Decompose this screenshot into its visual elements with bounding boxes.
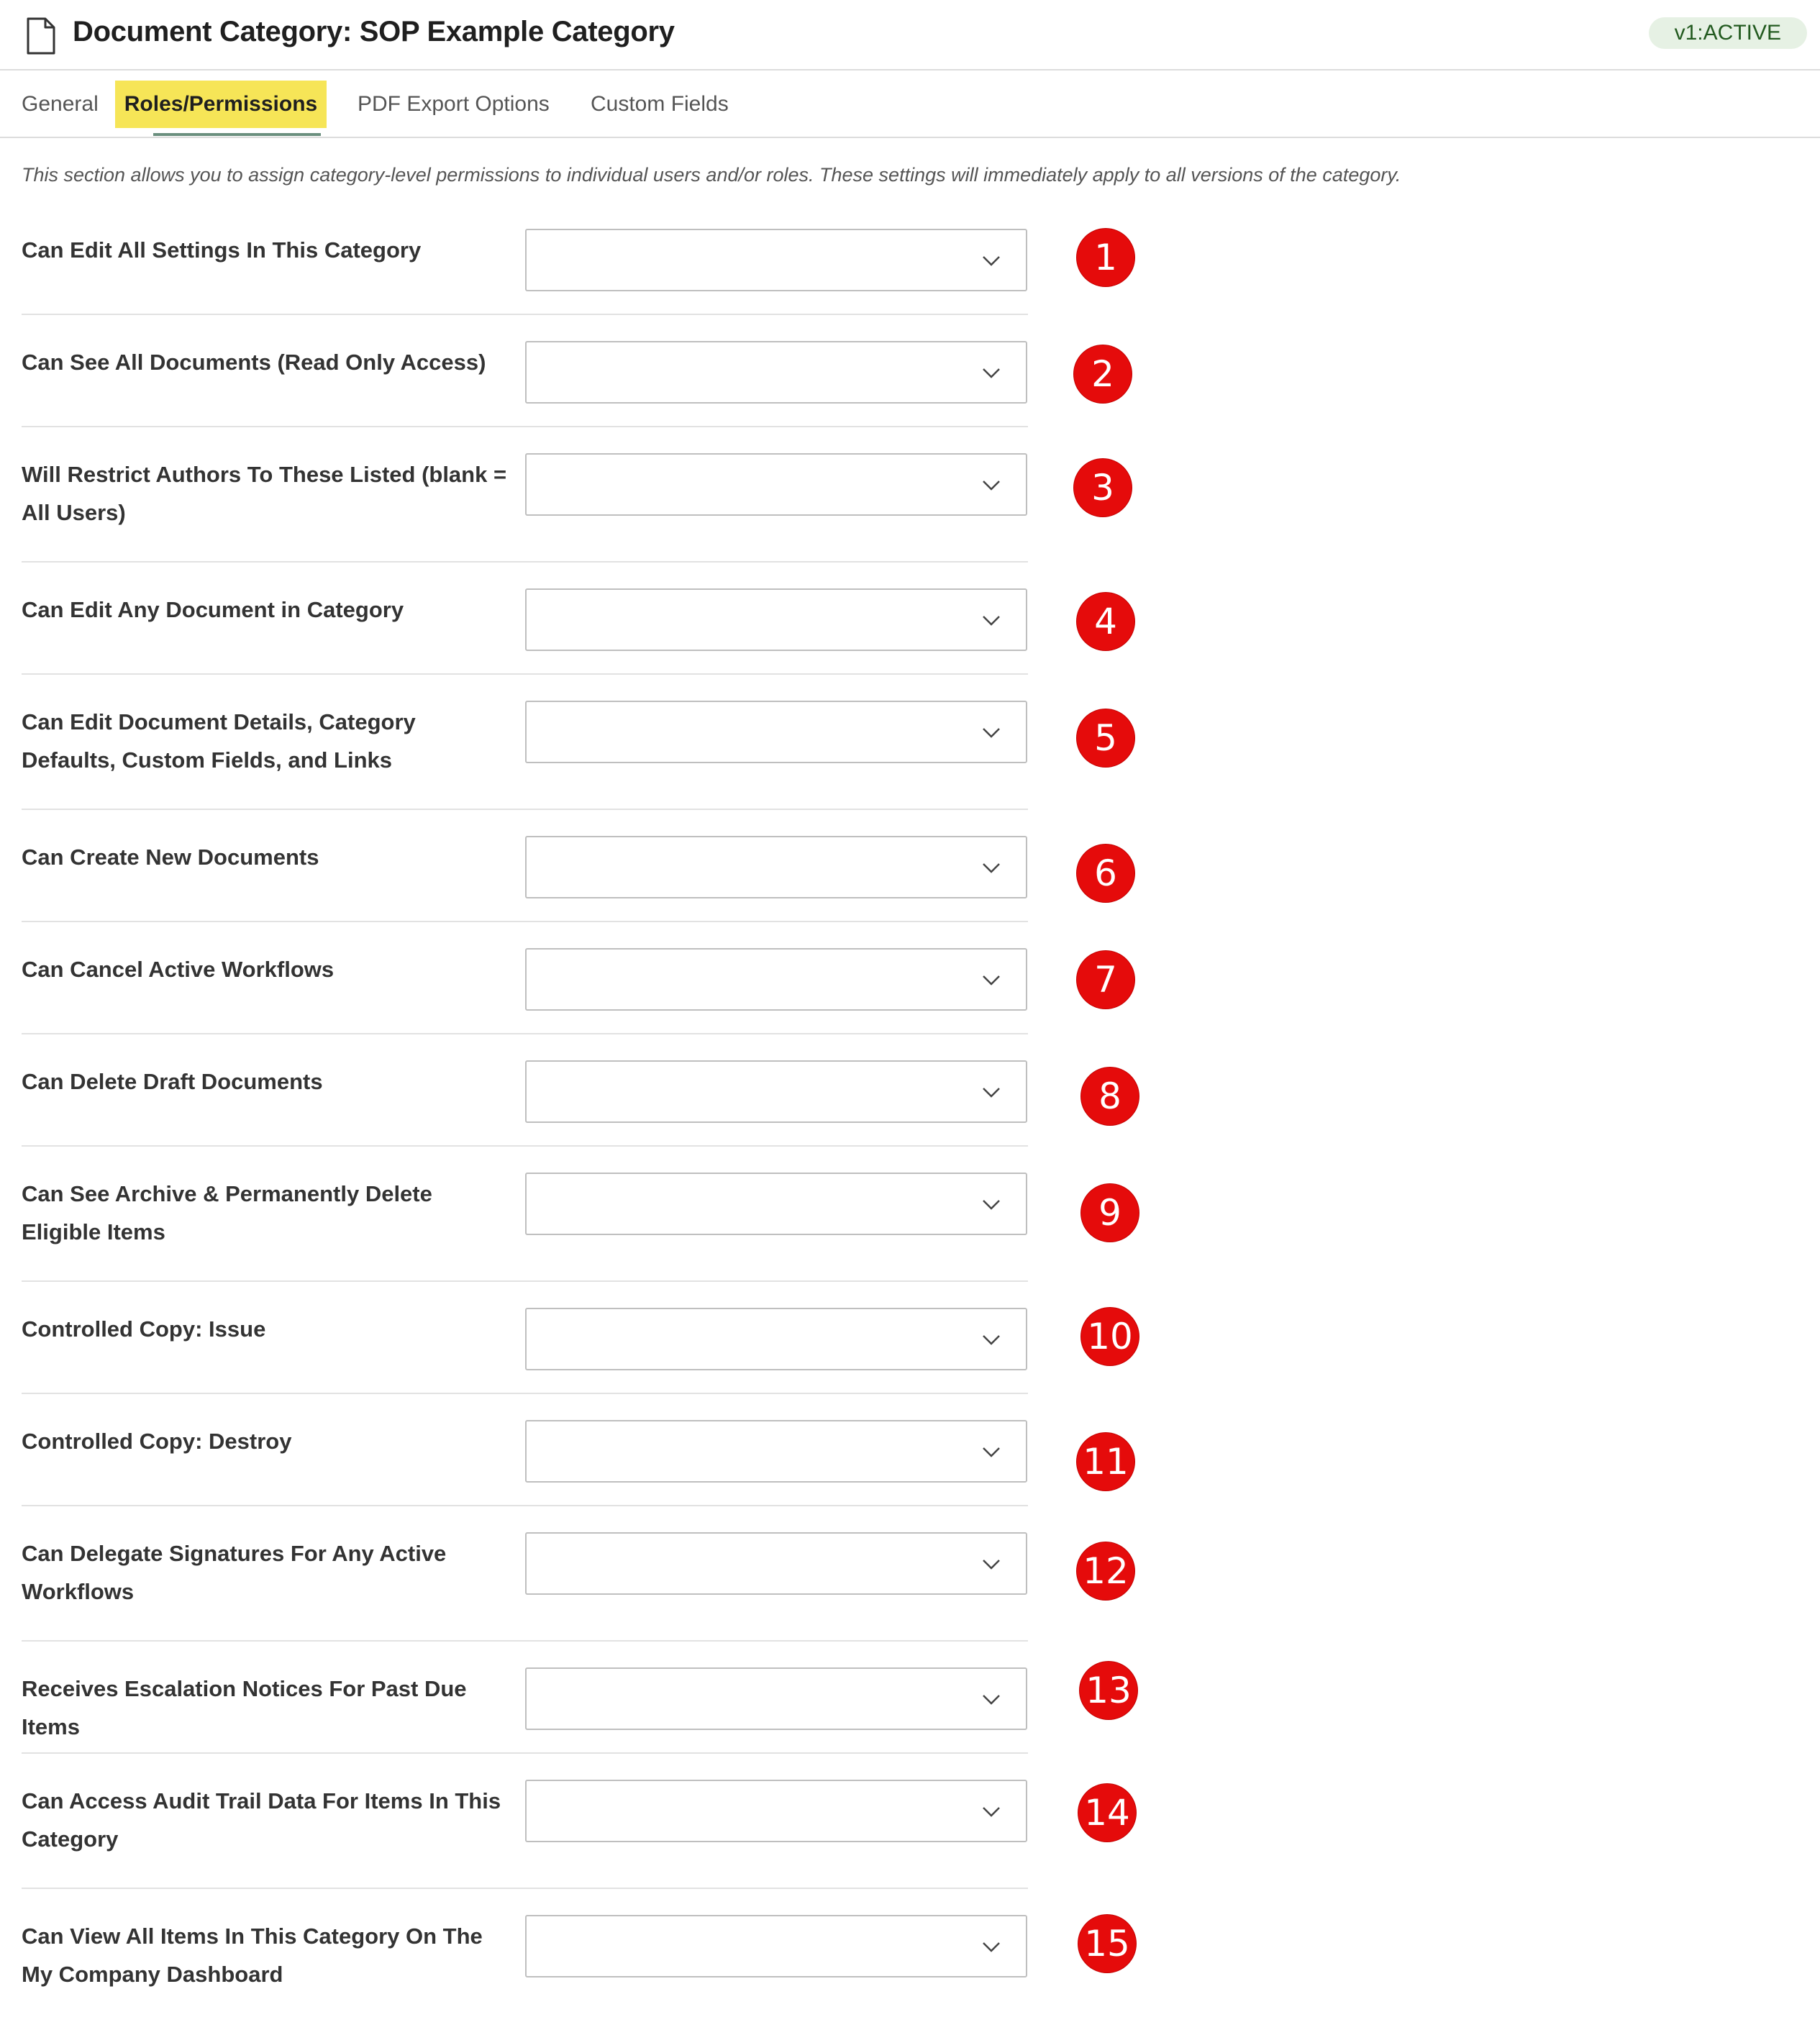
chevron-down-icon bbox=[981, 363, 1001, 383]
section-description: This section allows you to assign category-level permissions to individual users and/or roles. These settings will immediately apply to all versions of the category. bbox=[22, 164, 1401, 186]
row-divider bbox=[22, 1393, 1028, 1394]
row-divider bbox=[22, 921, 1028, 922]
tab-pdf-export-options[interactable]: PDF Export Options bbox=[358, 92, 550, 116]
chevron-down-icon bbox=[981, 1194, 1001, 1214]
chevron-down-icon bbox=[981, 1936, 1001, 1957]
annotation-marker: 14 bbox=[1078, 1784, 1136, 1842]
annotation-marker: 13 bbox=[1080, 1662, 1137, 1719]
permission-label: Can View All Items In This Category On The My Company Dashboard bbox=[22, 1924, 483, 1987]
chevron-down-icon bbox=[981, 857, 1001, 878]
tab-general[interactable]: General bbox=[22, 92, 99, 116]
chevron-down-icon bbox=[981, 1082, 1001, 1102]
annotation-marker: 15 bbox=[1078, 1915, 1136, 1972]
row-divider bbox=[22, 1505, 1028, 1506]
annotation-marker: 8 bbox=[1081, 1068, 1139, 1125]
permission-label: Can Create New Documents bbox=[22, 845, 319, 870]
page-header bbox=[0, 0, 1820, 70]
annotation-marker: 10 bbox=[1081, 1308, 1139, 1365]
permission-select[interactable] bbox=[525, 1308, 1027, 1370]
annotation-marker: 6 bbox=[1077, 845, 1134, 902]
row-divider bbox=[22, 561, 1028, 563]
annotation-marker: 5 bbox=[1077, 709, 1134, 767]
tab-bar bbox=[0, 70, 1820, 138]
permission-label: Will Restrict Authors To These Listed (blank = All Users) bbox=[22, 462, 507, 525]
annotation-marker: 1 bbox=[1077, 229, 1134, 286]
permission-select[interactable] bbox=[525, 1780, 1027, 1842]
permission-select[interactable] bbox=[525, 701, 1027, 763]
row-divider bbox=[22, 809, 1028, 810]
row-divider bbox=[22, 314, 1028, 315]
permission-label: Receives Escalation Notices For Past Due Items bbox=[22, 1676, 467, 1739]
annotation-marker: 7 bbox=[1077, 951, 1134, 1009]
row-divider bbox=[22, 673, 1028, 675]
row-divider bbox=[22, 1033, 1028, 1034]
permission-select[interactable] bbox=[525, 1173, 1027, 1235]
annotation-marker: 3 bbox=[1074, 459, 1132, 516]
tab-custom-fields[interactable]: Custom Fields bbox=[591, 92, 729, 116]
chevron-down-icon bbox=[981, 1689, 1001, 1709]
chevron-down-icon bbox=[981, 475, 1001, 495]
active-tab-indicator bbox=[153, 133, 321, 136]
row-divider bbox=[22, 1640, 1028, 1642]
permission-label: Can See All Documents (Read Only Access) bbox=[22, 350, 486, 375]
document-icon bbox=[26, 17, 56, 55]
permission-select[interactable] bbox=[525, 588, 1027, 651]
permission-select[interactable] bbox=[525, 1420, 1027, 1483]
permission-select[interactable] bbox=[525, 836, 1027, 898]
annotation-marker: 2 bbox=[1074, 345, 1132, 403]
chevron-down-icon bbox=[981, 1801, 1001, 1821]
permission-select[interactable] bbox=[525, 453, 1027, 516]
chevron-down-icon bbox=[981, 722, 1001, 742]
permission-select[interactable] bbox=[525, 1915, 1027, 1977]
permission-label: Controlled Copy: Issue bbox=[22, 1316, 266, 1342]
annotation-marker: 11 bbox=[1077, 1433, 1134, 1490]
permission-select[interactable] bbox=[525, 341, 1027, 404]
annotation-marker: 4 bbox=[1077, 593, 1134, 650]
permission-label: Can Cancel Active Workflows bbox=[22, 957, 335, 982]
chevron-down-icon bbox=[981, 1442, 1001, 1462]
tab-roles-permissions[interactable]: Roles/Permissions bbox=[115, 81, 327, 128]
row-divider bbox=[22, 426, 1028, 427]
chevron-down-icon bbox=[981, 610, 1001, 630]
annotation-marker: 12 bbox=[1077, 1542, 1134, 1600]
permission-label: Can See Archive & Permanently Delete Eligible Items bbox=[22, 1181, 432, 1244]
chevron-down-icon bbox=[981, 1329, 1001, 1349]
row-divider bbox=[22, 1280, 1028, 1282]
status-badge: v1:ACTIVE bbox=[1649, 17, 1807, 49]
page-title: Document Category: SOP Example Category bbox=[73, 16, 675, 47]
permission-label: Controlled Copy: Destroy bbox=[22, 1429, 292, 1454]
permission-select[interactable] bbox=[525, 1060, 1027, 1123]
row-divider bbox=[22, 1752, 1028, 1754]
permission-label: Can Edit All Settings In This Category bbox=[22, 237, 422, 263]
chevron-down-icon bbox=[981, 250, 1001, 270]
annotation-marker: 9 bbox=[1081, 1184, 1139, 1242]
permission-label: Can Edit Any Document in Category bbox=[22, 597, 404, 622]
permission-label: Can Delegate Signatures For Any Active Workflows bbox=[22, 1541, 447, 1604]
permission-select[interactable] bbox=[525, 1667, 1027, 1730]
permission-label: Can Access Audit Trail Data For Items In This Category bbox=[22, 1788, 501, 1852]
chevron-down-icon bbox=[981, 1554, 1001, 1574]
row-divider bbox=[22, 1888, 1028, 1889]
permission-label: Can Delete Draft Documents bbox=[22, 1069, 323, 1094]
permission-label: Can Edit Document Details, Category Defaults, Custom Fields, and Links bbox=[22, 709, 416, 773]
permission-select[interactable] bbox=[525, 229, 1027, 291]
row-divider bbox=[22, 1145, 1028, 1147]
permission-select[interactable] bbox=[525, 1532, 1027, 1595]
chevron-down-icon bbox=[981, 970, 1001, 990]
permission-select[interactable] bbox=[525, 948, 1027, 1011]
